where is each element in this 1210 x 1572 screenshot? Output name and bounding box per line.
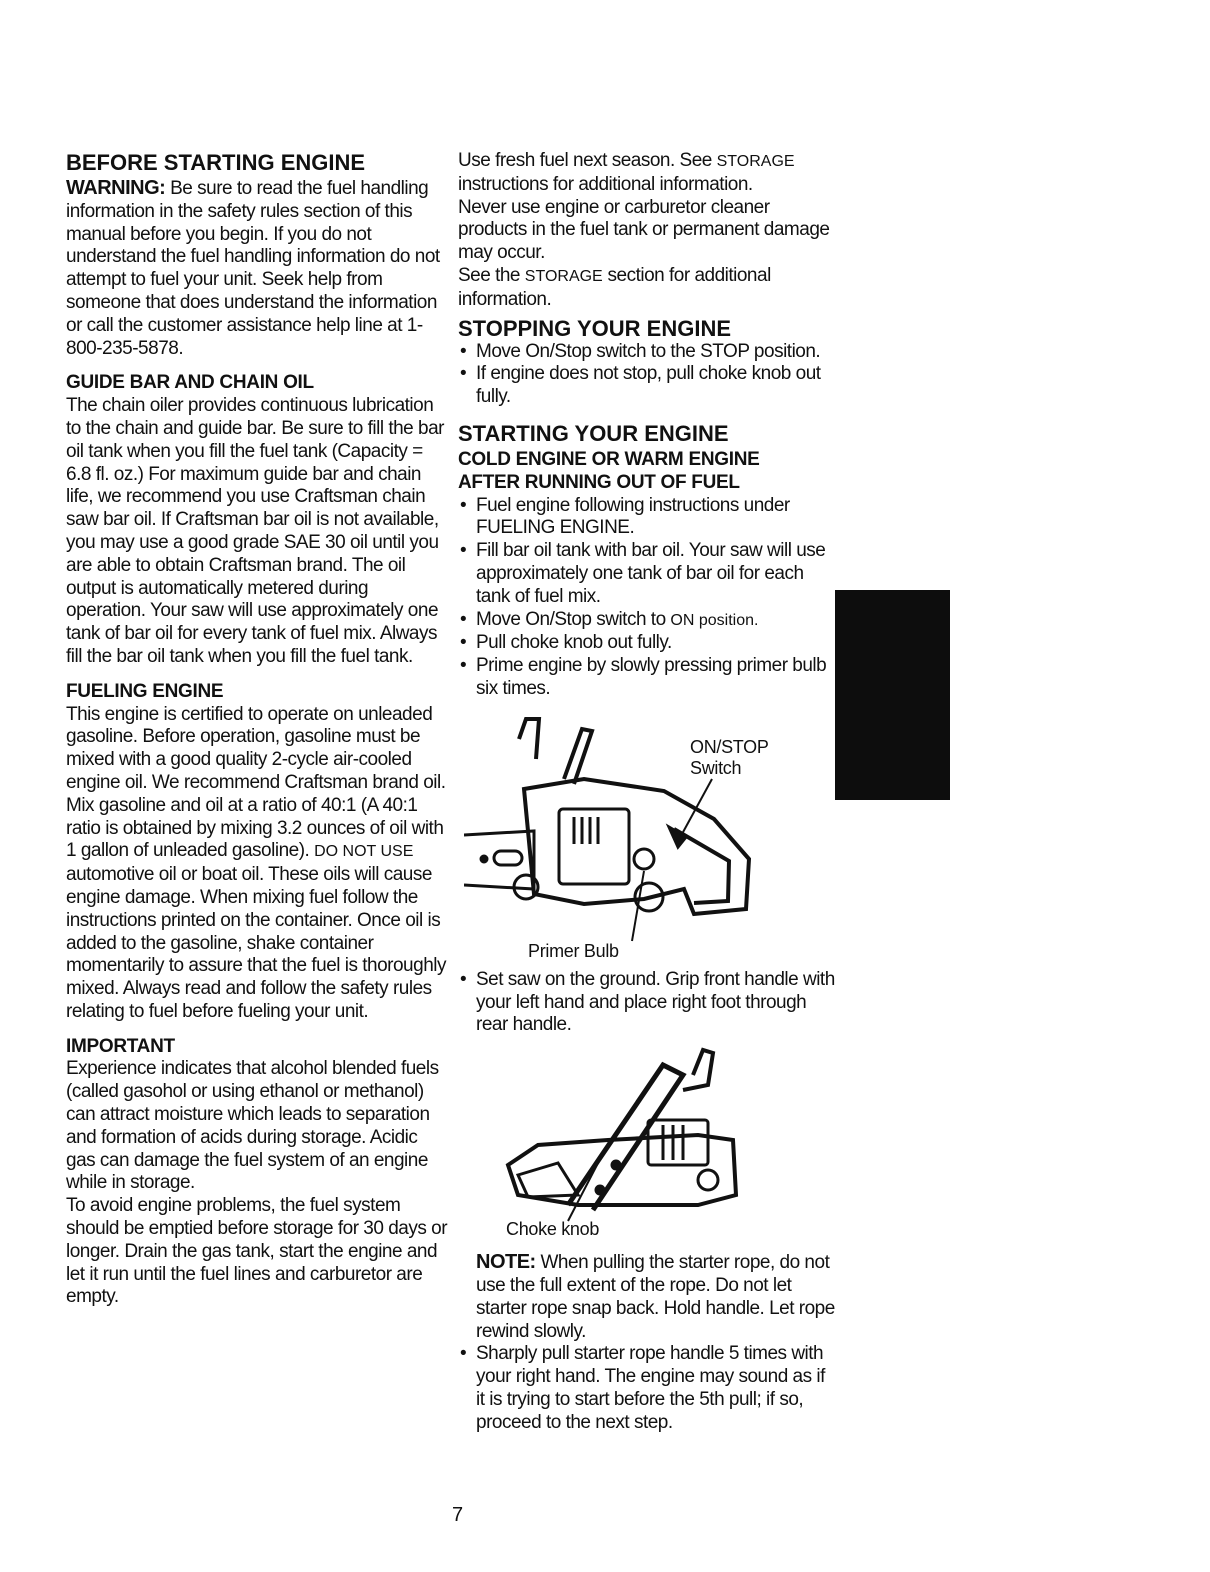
see-storage-text-b: section for additional information.: [458, 264, 771, 310]
fueling-text-b: automotive oil or boat oil. These oils will cause engine damage. When mixing fuel follow the instructions printed on the container. Once oil is added to the gasoline, shake container momentarily to assure that the fuel is thoroughly mixed. Always read and follow the safety rules relating to fuel before fueling your unit.: [66, 864, 446, 1022]
guide-bar-text: The chain oiler provides continuous lubrication to the chain and guide bar. Be sure to fill the bar oil tank when you fill the fuel tank (Capacity = 6.8 fl. oz.) For maximum guide bar and chain life, we recommend you use Craftsman chain saw bar oil. If Craftsman bar oil is not available, you may use a good grade SAE 30 oil until you are able to obtain Craftsman brand. The oil output is automatically metered during operation. Your saw will use approximately one tank of bar oil for every tank of fuel mix. Always fill the bar oil tank when you fill the fuel tank.: [66, 395, 444, 667]
see-storage-text-a: See the: [458, 264, 525, 286]
starting-bullet-2: • Fill bar oil tank with bar oil. Your saw will use approximately one tank of bar oil for each tank of fuel mix.: [458, 540, 838, 608]
storage-ref-2: STORAGE: [524, 267, 603, 285]
front-handle-shape: [519, 719, 539, 759]
right-column: [458, 150, 838, 1435]
guide-bar-heading: GUIDE BAR AND CHAIN OIL: [66, 372, 314, 394]
fresh-fuel-text-a: Use fresh fuel next season. See: [458, 150, 717, 171]
note-label: NOTE:: [476, 1251, 536, 1274]
starting-subheading-2: AFTER RUNNING OUT OF FUEL: [458, 471, 740, 493]
starting-bullet-6: • Set saw on the ground. Grip front handle with your left hand and place right foot through rear handle.: [458, 969, 838, 1037]
figure-choke-knob: [498, 1045, 798, 1245]
before-starting-heading: BEFORE STARTING ENGINE: [66, 150, 366, 175]
starting-bullet-4: • Pull choke knob out fully.: [458, 632, 838, 655]
starting-heading: STARTING YOUR ENGINE: [458, 420, 729, 446]
starting-bullet-3: [458, 609, 838, 633]
warning-paragraph: [66, 177, 448, 360]
starting-bullet-3-text-a: Move On/Stop switch to: [476, 608, 671, 630]
important-text-1: Experience indicates that alcohol blended fuels (called gasohol or using ethanol or methanol) can attract moisture which leads to separation and formation of acids during storage. Acidic gas can damage the fuel system of an engine while in storage.: [66, 1058, 439, 1194]
starting-bullet-5: • Prime engine by slowly pressing primer bulb six times.: [458, 655, 838, 701]
onstop-label-2: Switch: [690, 757, 742, 778]
guide-bar-shape: [464, 831, 534, 889]
warning-label: WARNING:: [66, 177, 166, 199]
warning-text: Be sure to read the fuel handling information in the safety rules section of this manual before you begin. If you do not understand the fuel handling information do not attempt to fuel your unit. Seek help from someone that does understand the information or call the customer assistance help line at 1-800-235-5878.: [66, 178, 440, 359]
stopping-bullet-1: • Move On/Stop switch to the STOP position.: [458, 341, 838, 364]
fueling-heading: FUELING ENGINE: [66, 680, 224, 702]
fueling-paragraph: [66, 704, 448, 1024]
important-heading: IMPORTANT: [66, 1035, 175, 1057]
chainsaw-top-illustration: [498, 1045, 758, 1223]
section-tab-marker: [835, 590, 950, 800]
starting-bullet-7: • Sharply pull starter rope handle 5 times with your right hand. The engine may sound as if it is trying to start before the 5th pull; if so, proceed to the next step.: [458, 1343, 838, 1434]
storage-ref-1: STORAGE: [716, 153, 795, 170]
starting-bullet-3-text-b: position.: [694, 611, 759, 629]
important-text-2: To avoid engine problems, the fuel system should be emptied before storage for 30 days or longer. Drain the gas tank, start the engine and let it run until the fuel lines and carburetor are empty.: [66, 1195, 448, 1308]
note-text: When pulling the starter rope, do not use the full extent of the rope. Do not let starter rope snap back. Hold handle. Let rope rewind slowly.: [476, 1252, 835, 1342]
never-use-text: Never use engine or carburetor cleaner products in the fuel tank or permanent damage may occur.: [458, 196, 830, 264]
primer-bulb-shape: [634, 849, 654, 869]
onstop-label-1: ON/STOP: [690, 736, 769, 757]
starting-list-2: [458, 969, 838, 1037]
primer-bulb-label: Primer Bulb: [528, 940, 619, 961]
stopping-list: [458, 341, 838, 409]
fresh-fuel-text-b: instructions for additional information.: [458, 173, 753, 195]
stopping-heading: STOPPING YOUR ENGINE: [458, 315, 732, 341]
figure-onstop-primer: [464, 709, 794, 969]
note-paragraph: [458, 1251, 838, 1343]
stopping-bullet-2: • If engine does not stop, pull choke knob out fully.: [458, 363, 838, 409]
starting-list-3: [458, 1343, 838, 1434]
do-not-use-text: DO NOT USE: [314, 843, 414, 861]
left-column: [66, 150, 448, 1309]
choke-knob-shape: [698, 1170, 718, 1190]
page-number: 7: [452, 1504, 464, 1526]
starting-list-1: [458, 495, 838, 701]
starting-bullet-1: • Fuel engine following instructions under FUELING ENGINE.: [458, 495, 838, 541]
fueling-text-a: This engine is certified to operate on unleaded gasoline. Before operation, gasoline must be mixed with a good quality 2-cycle air-cooled engine oil. We recommend Craftsman brand oil. Mix gasoline and oil at a ratio of 40:1 (A 40:1 ratio is obtained by mixing 3.2 ounces of oil with 1 gallon of unleaded gasoline).: [66, 703, 446, 862]
starting-subheading-1: COLD ENGINE OR WARM ENGINE: [458, 448, 760, 470]
fresh-fuel-paragraph: [458, 150, 838, 197]
see-storage-paragraph: [458, 265, 838, 312]
choke-knob-label: Choke knob: [506, 1219, 600, 1240]
starting-bullet-3-on: ON: [670, 611, 695, 629]
